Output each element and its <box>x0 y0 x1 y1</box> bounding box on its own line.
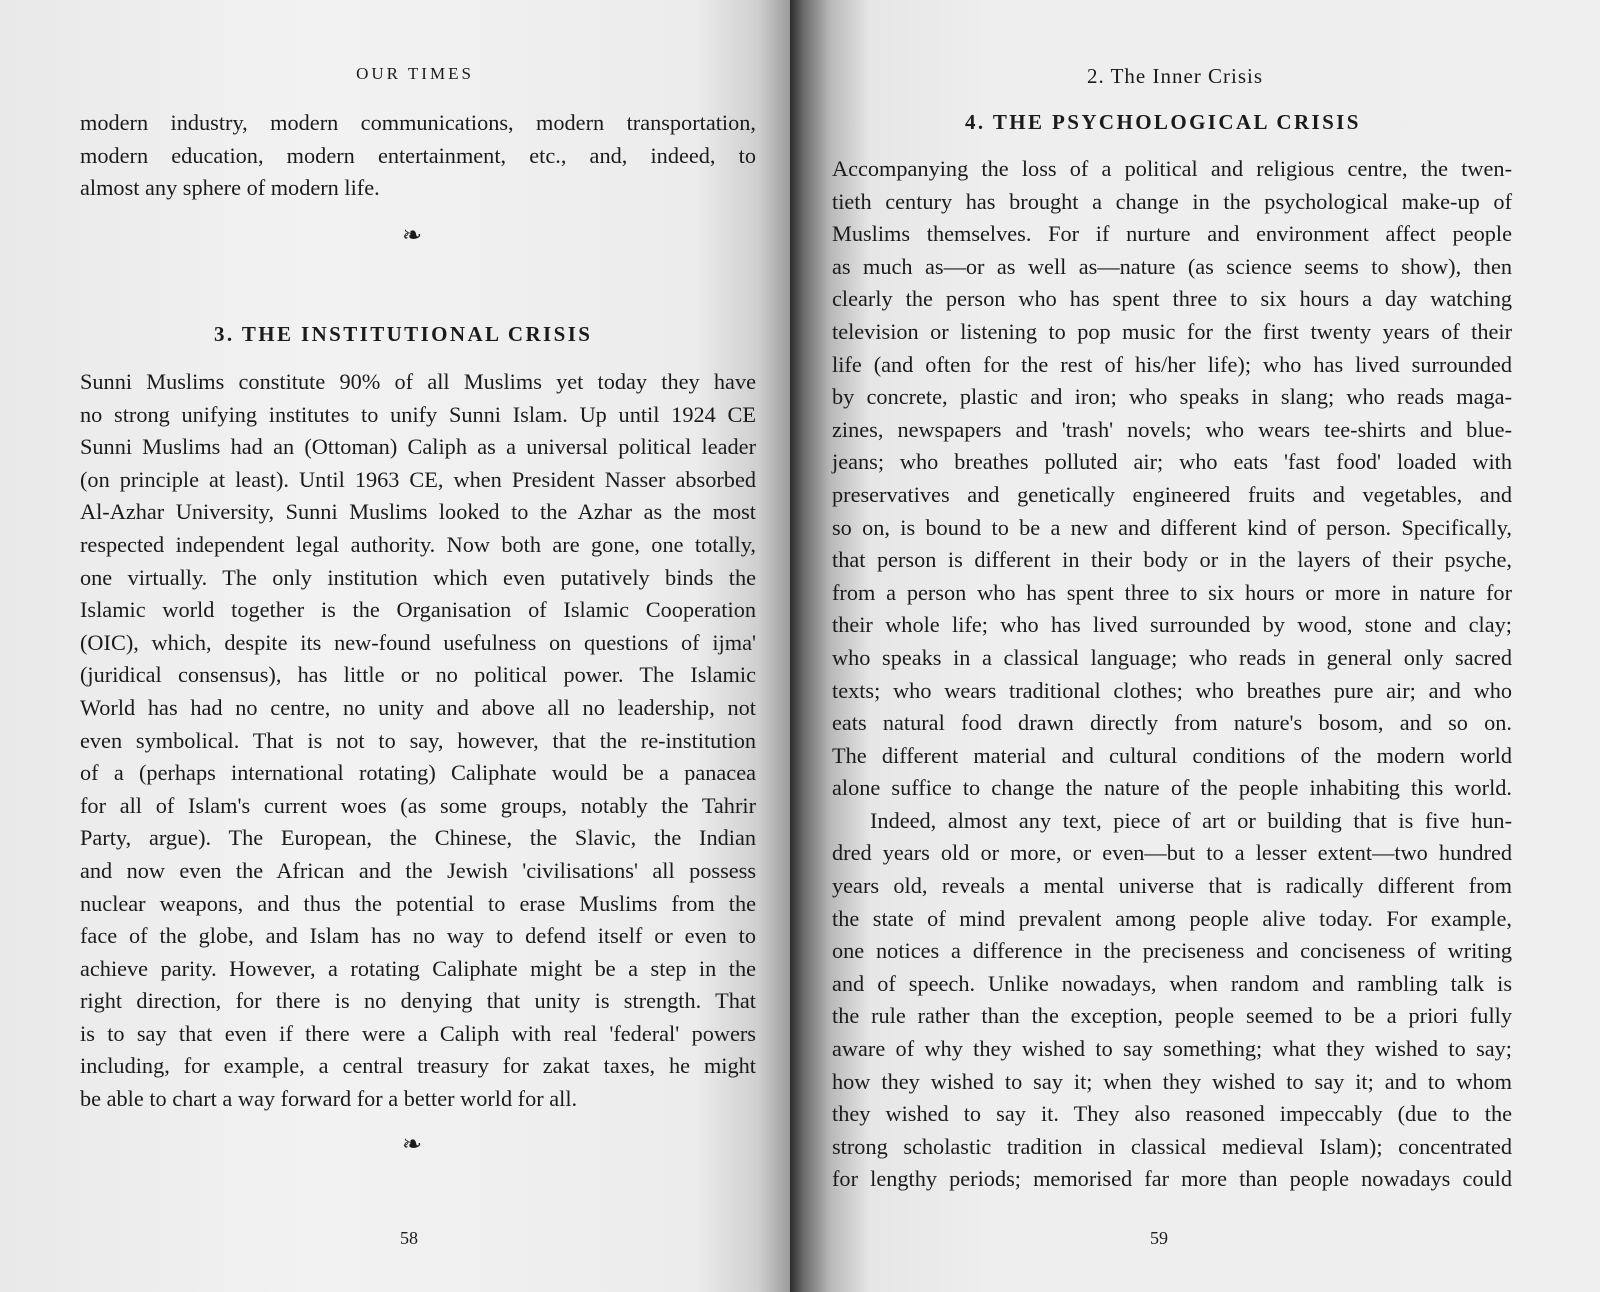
text-line: Party, argue). The European, the Chinese, the Slavic, the Indian <box>80 825 756 851</box>
text-line: for lengthy periods; memorised far more than people nowadays could <box>832 1166 1512 1192</box>
text-line: they wished to say it. They also reasoned impeccably (due to the <box>832 1101 1512 1127</box>
running-head: OUR TIMES <box>356 64 474 83</box>
text-line: even symbolical. That is not to say, however, that the re-institution <box>80 727 756 753</box>
page-number: 59 <box>1150 1228 1168 1248</box>
continuation-text <box>80 107 756 205</box>
text-line: nuclear weapons, and thus the potential to erase Muslims from the <box>80 890 756 916</box>
text-line: no strong unifying institutes to unify Sunni Islam. Up until 1924 CE <box>80 401 756 427</box>
text-line: how they wished to say it; when they wished to say it; and to whom <box>832 1068 1512 1094</box>
text-line: years old, reveals a mental universe that is radically different from <box>832 873 1512 899</box>
text-line: respected independent legal authority. Now both are gone, one totally, <box>80 531 756 557</box>
text-line: Al-Azhar University, Sunni Muslims looked to the Azhar as the most <box>80 499 756 525</box>
text-line: be able to chart a way forward for a better world for all. <box>80 1086 578 1112</box>
text-line: Muslims themselves. For if nurture and environment affect people <box>832 221 1512 247</box>
text-line: dred years old or more, or even—but to a lesser extent—two hundred <box>832 840 1512 866</box>
text-line: Islamic world together is the Organisation of Islamic Cooperation <box>80 597 756 623</box>
running-head: 2. The Inner Crisis <box>1086 64 1264 88</box>
text-line: Sunni Muslims constitute 90% of all Muslims yet today they have <box>80 369 756 394</box>
text-line: who speaks in a classical language; who reads in general only sacred <box>832 644 1512 670</box>
text-line: of a (perhaps international rotating) Caliphate would be a panacea <box>80 760 756 786</box>
text-line: alone suffice to change the nature of the people inhabiting this world. <box>832 775 1512 801</box>
right-page <box>790 0 1600 1292</box>
text-line: life (and often for the rest of his/her life); who has lived surrounded <box>832 351 1512 377</box>
section-body <box>80 366 756 1116</box>
text-line: is to say that even if there were a Caliph with real 'federal' powers <box>80 1020 756 1046</box>
text-line: achieve parity. However, a rotating Caliphate might be a step in the <box>80 955 756 981</box>
text-line: as much as—or as well as—nature (as science seems to show), then <box>832 253 1512 279</box>
text-line: the rule rather than the exception, people seemed to be a priori fully <box>832 1003 1512 1029</box>
text-line: so on, is bound to be a new and different kind of person. Specifically, <box>832 514 1512 540</box>
text-line: including, for example, a central treasury for zakat taxes, he might <box>80 1053 756 1079</box>
text-line: almost any sphere of modern life. <box>80 175 380 201</box>
text-line: and of speech. Unlike nowadays, when random and rambling talk is <box>832 970 1512 996</box>
text-line: one virtually. The only institution which even putatively binds the <box>80 564 756 590</box>
text-line: The different material and cultural conditions of the modern world <box>832 742 1512 768</box>
text-line: tieth century has brought a change in the psychological make-up of <box>832 188 1512 214</box>
text-line: clearly the person who has spent three to six hours a day watching <box>832 286 1512 312</box>
text-line: texts; who wears traditional clothes; who breathes pure air; and who <box>832 677 1512 703</box>
page-number: 58 <box>400 1228 418 1248</box>
text-line: for all of Islam's current woes (as some groups, notably the Tahrir <box>80 792 756 818</box>
text-line: zines, newspapers and 'trash' novels; who wears tee-shirts and blue- <box>832 416 1512 442</box>
text-line: (on principle at least). Until 1963 CE, when President Nasser absorbed <box>80 466 756 492</box>
text-line: face of the globe, and Islam has no way to defend itself or even to <box>80 923 756 949</box>
fleuron-ornament-icon: ❧ <box>401 1132 423 1158</box>
text-line: by concrete, plastic and iron; who speaks in slang; who reads maga- <box>832 384 1512 410</box>
text-line: strong scholastic tradition in classical medieval Islam); concentrated <box>832 1133 1512 1159</box>
text-line: Sunni Muslims had an (Ottoman) Caliph as a universal political leader <box>80 434 756 460</box>
text-line: the state of mind prevalent among people alive today. For example, <box>832 905 1512 931</box>
text-line: jeans; who breathes polluted air; who eats 'fast food' loaded with <box>832 449 1512 475</box>
text-line: their whole life; who has lived surrounded by wood, stone and clay; <box>832 612 1512 638</box>
text-line: Indeed, almost any text, piece of art or building that is five hun- <box>870 807 1512 833</box>
text-line: aware of why they wished to say something; what they wished to say; <box>832 1036 1512 1062</box>
section-heading: 3. THE INSTITUTIONAL CRISIS <box>214 322 593 346</box>
section-heading: 4. THE PSYCHOLOGICAL CRISIS <box>965 110 1361 134</box>
text-line: Accompanying the loss of a political and religious centre, the twen- <box>832 156 1512 181</box>
text-line: modern industry, modern communications, modern transportation, <box>80 110 756 135</box>
fleuron-ornament-icon: ❧ <box>401 223 423 249</box>
section-body <box>832 153 1512 1196</box>
text-line: modern education, modern entertainment, etc., and, indeed, to <box>80 142 756 168</box>
text-line: television or listening to pop music for the first twenty years of their <box>832 318 1512 344</box>
text-line: from a person who has spent three to six hours or more in nature for <box>832 579 1512 605</box>
left-page <box>0 0 790 1292</box>
text-line: right direction, for there is no denying that unity is strength. That <box>80 988 756 1014</box>
text-line: (OIC), which, despite its new-found usefulness on questions of ijma' <box>80 629 756 655</box>
text-line: that person is different in their body or in the layers of their psyche, <box>832 547 1512 573</box>
text-line: one notices a difference in the preciseness and conciseness of writing <box>832 938 1512 964</box>
text-line: (juridical consensus), has little or no political power. The Islamic <box>80 662 756 688</box>
text-line: and now even the African and the Jewish 'civilisations' all possess <box>80 857 756 883</box>
text-line: World has had no centre, no unity and above all no leadership, not <box>80 694 756 720</box>
text-line: eats natural food drawn directly from nature's bosom, and so on. <box>832 710 1512 736</box>
text-line: preservatives and genetically engineered fruits and vegetables, and <box>832 481 1512 507</box>
